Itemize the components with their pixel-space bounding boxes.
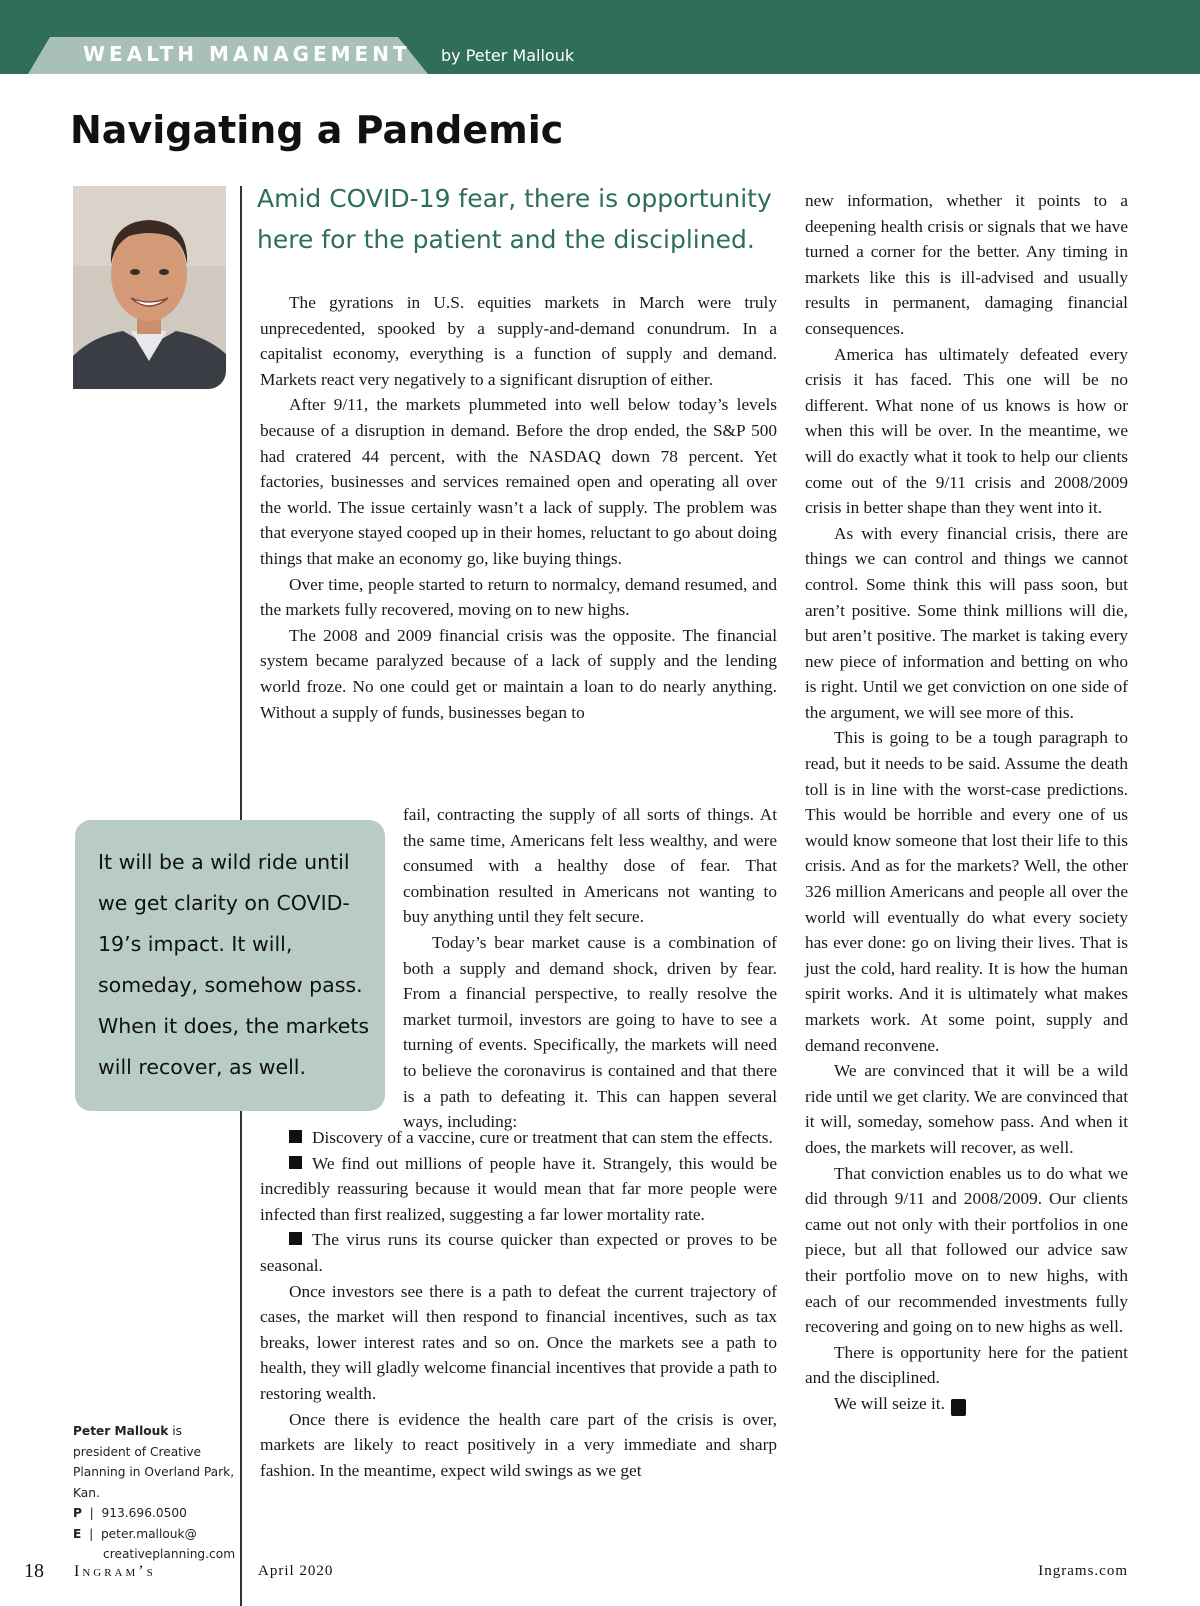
bullet-text: Discovery of a vaccine, cure or treatment that can stem the effects. [312, 1128, 773, 1147]
bio-email-line1: peter.mallouk@ [100, 1526, 197, 1541]
body-paragraph: There is opportunity here for the patient and the disciplined. [805, 1342, 1128, 1388]
body-paragraph: Once there is evidence the health care part of the crisis is over, markets are likely to react positively in a very immediate and sharp fashion. In the meantime, expect wild swings as we get [260, 1409, 777, 1480]
bullet-item [260, 1227, 777, 1278]
pull-quote-text: It will be a wild ride until we get clarity on COVID-19’s impact. It will, someday, somehow pass. When it does, the markets will recover, as well. [98, 850, 370, 1079]
bullet-item [260, 1151, 777, 1228]
body-column-left-bottom [260, 1125, 777, 1483]
body-paragraph: The 2008 and 2009 financial crisis was the opposite. The financial system became paralyzed because of a lack of supply and the lending world froze. No one could get or maintain a loan to do nearly anything. Without a supply of funds, businesses began to [260, 625, 777, 722]
bullet-square-icon [289, 1156, 302, 1169]
closing-line: We will seize it. [834, 1393, 945, 1413]
magazine-name: Ingram’s [74, 1563, 156, 1580]
bio-text: is president of Creative Planning in Overland Park, Kan. [73, 1424, 235, 1500]
body-paragraph: Over time, people started to return to normalcy, demand resumed, and the markets fully recovered, moving on to new highs. [260, 574, 777, 620]
body-column-right [805, 188, 1128, 1417]
body-paragraph: Once investors see there is a path to defeat the current trajectory of cases, the market will then respond to financial incentives, such as tax breaks, lower interest rates and so on. Once the markets see a path to health, they will gladly welcome financial incentives that provide a path to restoring wealth. [260, 1281, 777, 1403]
bullet-item [260, 1125, 777, 1151]
bullet-square-icon [289, 1130, 302, 1143]
body-paragraph: As with every financial crisis, there are things we can control and things we cannot control. Some think this will pass soon, but aren’t positive. Some think millions will die, but aren’t positive. The market is taking every new piece of information and betting on who is right. Until we get conviction on one side of the argument, we will see more of this. [805, 523, 1128, 722]
author-portrait-icon [73, 186, 226, 389]
bio-phone-number: 913.696.0500 [101, 1506, 187, 1520]
section-label: WEALTH MANAGEMENT [83, 42, 411, 66]
body-column-left-narrow [403, 802, 777, 1135]
body-paragraph: This is going to be a tough paragraph to read, but it needs to be said. Assume the death toll is in line with the worst-case predictions. This would be horrible and every one of us would know someone that lost their life to this crisis. And as for the markets? Well, the other 326 million Americans and people all over the world will eventually do what every society has ever done: go on living their lives. That is just the cold, hard reality. It is how the human spirit works. And it is ultimately what makes markets work. At some point, supply and demand reconvene. [805, 728, 1128, 1055]
bio-description [73, 1421, 238, 1503]
body-paragraph: Today’s bear market cause is a combination of both a supply and demand shock, driven by fear. From a financial perspective, to really resolve the market turmoil, investors are going to have to see a turning of events. Specifically, the markets will need to believe the coronavirus is contained and that there is a path to defeating it. This can happen several ways, including: [403, 932, 777, 1132]
article-subhead: Amid COVID-19 fear, there is opportunity here for the patient and the disciplined. [257, 184, 772, 254]
bio-email-label: E [73, 1526, 82, 1541]
bullet-text: The virus runs its course quicker than expected or proves to be seasonal. [260, 1230, 777, 1275]
bio-email: E | peter.mallouk@ [73, 1526, 197, 1541]
end-mark-icon: I [951, 1399, 966, 1416]
body-paragraph: The gyrations in U.S. equities markets in March were truly unprecedented, spooked by a supply-and-demand conundrum. In a capitalist economy, everything is a function of supply and demand. Markets react very negatively to a significant disruption of either. [260, 293, 777, 389]
body-paragraph: fail, contracting the supply of all sorts of things. At the same time, Americans felt less wealthy, and were consumed with a healthy dose of fear. That combination resulted in Americans not wanting to buy anything until they felt secure. [403, 805, 777, 927]
author-photo [73, 186, 226, 389]
issue-date: April 2020 [258, 1563, 334, 1579]
byline: by Peter Mallouk [441, 46, 575, 65]
body-paragraph: That conviction enables us to do what we did through 9/11 and 2008/2009. Our clients came out not only with their portfolios in one piece, but all that followed our advice saw their portfolio move on to new highs, with each of our recommended investments fully recovering and going on to new highs as well. [805, 1163, 1128, 1337]
body-paragraph: After 9/11, the markets plummeted into well below today’s levels because of a disruption in demand. Before the drop ended, the S&P 500 had cratered 44 percent, with the NASDAQ down 78 percent. Yet factories, businesses and services remained open and operating all over the world. The issue certainly wasn’t a lack of supply. The problem was that everyone stayed cooped up in their homes, reluctant to go about doing things that make an economy go, like buying things. [260, 395, 777, 568]
body-paragraph: America has ultimately defeated every crisis it has faced. This one will be no different. What none of us knows is how or when this will be over. In the meantime, we will do exactly what it took to help our clients come out of the 9/11 crisis and 2008/2009 crisis in better shape than they went into it. [805, 344, 1128, 518]
bio-phone: P | 913.696.0500 [73, 1506, 187, 1520]
bullet-text: We find out millions of people have it. Strangely, this would be incredibly reassuring because it would mean that far more people were infected than first realized, suggesting a far lower mortality rate. [260, 1153, 777, 1224]
website-url: Ingrams.com [1038, 1563, 1128, 1579]
closing-paragraph [805, 1391, 1128, 1417]
article-title: Navigating a Pandemic [70, 108, 564, 152]
body-paragraph: We are convinced that it will be a wild ride until we get clarity. We are convinced that it will, someday, somehow pass. And when it does, the markets will recover, as well. [805, 1061, 1128, 1157]
bio-name: Peter Mallouk [73, 1424, 169, 1438]
body-paragraph: new information, whether it points to a deepening health crisis or signals that we have turned a corner for the better. Any timing in markets like this is ill-advised and usually results in permanent, damaging financial consequences. [805, 191, 1128, 338]
page-number: 18 [24, 1560, 44, 1582]
author-bio [73, 1421, 238, 1565]
body-column-left-top [260, 290, 777, 725]
bio-email-line2: creativeplanning.com [103, 1547, 236, 1561]
bio-phone-label: P [73, 1506, 82, 1520]
bullet-square-icon [289, 1232, 302, 1245]
